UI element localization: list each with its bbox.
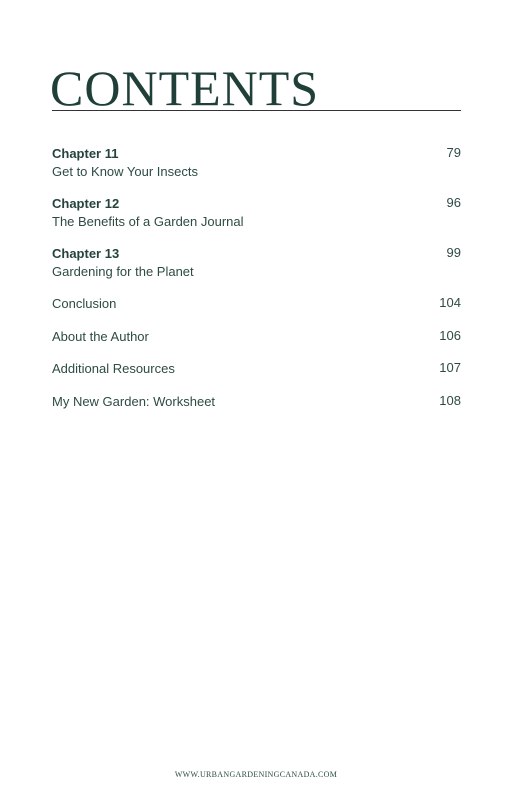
section-title: About the Author bbox=[52, 328, 149, 344]
page-number: 104 bbox=[439, 295, 461, 310]
toc-entry-chapter-11[interactable] bbox=[52, 145, 461, 195]
page-title: CONTENTS bbox=[50, 60, 320, 116]
page-number: 99 bbox=[446, 245, 461, 260]
title-divider bbox=[52, 110, 461, 111]
toc-entry-about-the-author[interactable] bbox=[52, 328, 461, 361]
toc-entry-chapter-12[interactable] bbox=[52, 195, 461, 245]
page-number: 106 bbox=[439, 327, 461, 343]
page-number: 96 bbox=[446, 195, 461, 210]
footer-website[interactable]: WWW.URBANGARDENINGCANADA.COM bbox=[174, 770, 338, 779]
section-title: Additional Resources bbox=[52, 361, 175, 376]
toc-entry-additional-resources[interactable] bbox=[52, 360, 461, 393]
page-number: 108 bbox=[439, 392, 461, 408]
toc-entry-conclusion[interactable] bbox=[52, 295, 461, 328]
toc-entry-chapter-13[interactable] bbox=[52, 245, 461, 295]
chapter-title: Get to Know Your Insects bbox=[52, 164, 198, 179]
chapter-title: Gardening for the Planet bbox=[52, 264, 194, 279]
section-title: Conclusion bbox=[52, 296, 117, 311]
chapter-label: Chapter 13 bbox=[52, 246, 120, 261]
page-number: 107 bbox=[439, 360, 461, 375]
table-of-contents bbox=[52, 145, 461, 425]
section-title: My New Garden: Worksheet bbox=[52, 393, 216, 409]
chapter-title: The Benefits of a Garden Journal bbox=[52, 214, 244, 229]
chapter-label: Chapter 12 bbox=[52, 196, 120, 211]
toc-entry-worksheet[interactable] bbox=[52, 393, 461, 426]
page-number: 79 bbox=[446, 145, 461, 160]
chapter-label: Chapter 11 bbox=[52, 146, 119, 161]
